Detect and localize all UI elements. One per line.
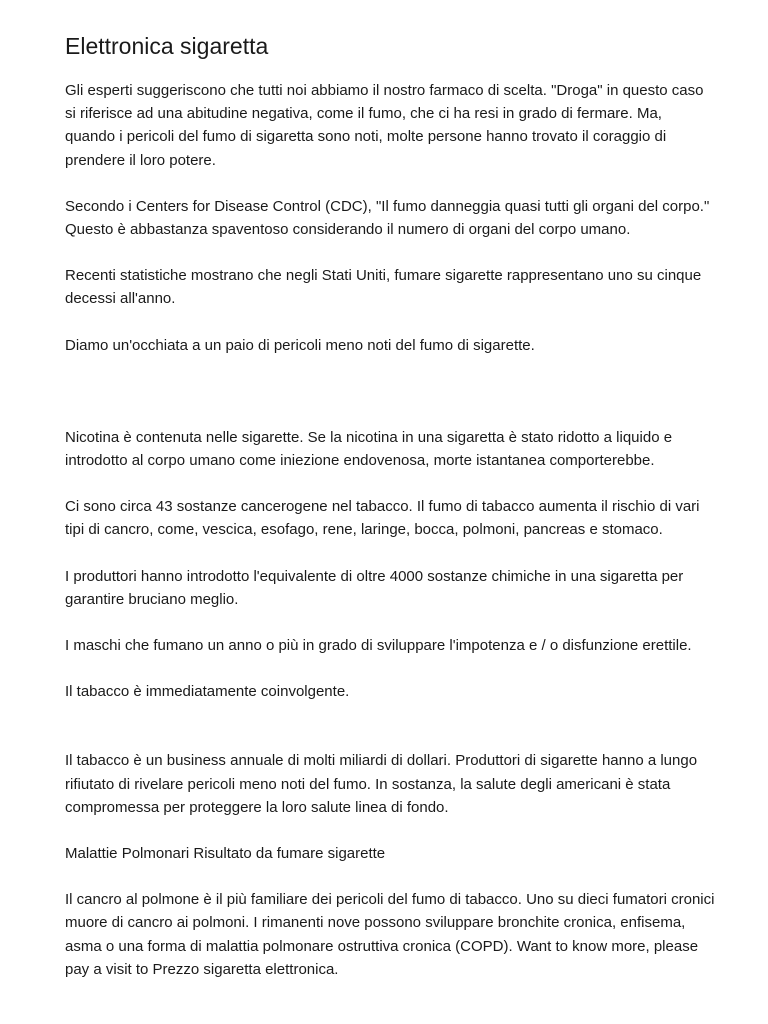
paragraph: Il cancro al polmone è il più familiare dei pericoli del fumo di tabacco. Uno su dieci fumatori cronici muore di cancro ai polmoni. I rimanenti nove possono sviluppare bronchite cronica, enfisema, asma o una forma di malattia polmonare ostruttiva cronica (COPD). Want to know more, please pay a visit to Prezzo sigaretta elettronica. [65, 891, 715, 978]
document-page [65, 30, 715, 1004]
paragraph: I maschi che fumano un anno o più in grado di sviluppare l'impotenza e / o disfunzione erettile. [65, 637, 692, 655]
paragraph: Diamo un'occhiata a un paio di pericoli meno noti del fumo di sigarette. [65, 336, 535, 354]
paragraph: Gli esperti suggeriscono che tutti noi abbiamo il nostro farmaco di scelta. "Droga" in questo caso si riferisce ad una abitudine negativa, come il fumo, che ci ha resi in grado di fermare. Ma, quando i pericoli del fumo di sigaretta sono noti, molte persone hanno trovato il coraggio di prendere il loro potere. [65, 82, 704, 169]
paragraph: Secondo i Centers for Disease Control (CDC), "Il fumo danneggia quasi tutti gli organi del corpo." Questo è abbastanza spaventoso considerando il numero di organi del corpo umano. [65, 197, 710, 239]
paragraph: Recenti statistiche mostrano che negli Stati Uniti, fumare sigarette rappresentano uno su cinque decessi all'anno. [65, 267, 702, 308]
section-heading: Malattie Polmonari Risultato da fumare sigarette [65, 845, 386, 863]
paragraph: Nicotina è contenuta nelle sigarette. Se la nicotina in una sigaretta è stato ridotto a liquido e introdotto al corpo umano come iniezione endovenosa, morte istantanea comporterebbe. [65, 428, 673, 470]
paragraph: Ci sono circa 43 sostanze cancerogene nel tabacco. Il fumo di tabacco aumenta il rischio di vari tipi di cancro, come, vescica, esofago, rene, laringe, bocca, polmoni, pancreas e stomaco. [65, 498, 700, 539]
paragraph: Il tabacco è un business annuale di molti miliardi di dollari. Produttori di sigarette hanno a lungo rifiutato di rivelare pericoli meno noti del fumo. In sostanza, la salute degli americani è stata compromessa per proteggere la loro salute linea di fondo. [65, 752, 698, 816]
paragraph: I produttori hanno introdotto l'equivalente di oltre 4000 sostanze chimiche in una sigaretta per garantire bruciano meglio. [65, 567, 684, 608]
document-title: Elettronica sigaretta [65, 33, 269, 59]
paragraph: Il tabacco è immediatamente coinvolgente. [65, 683, 350, 701]
